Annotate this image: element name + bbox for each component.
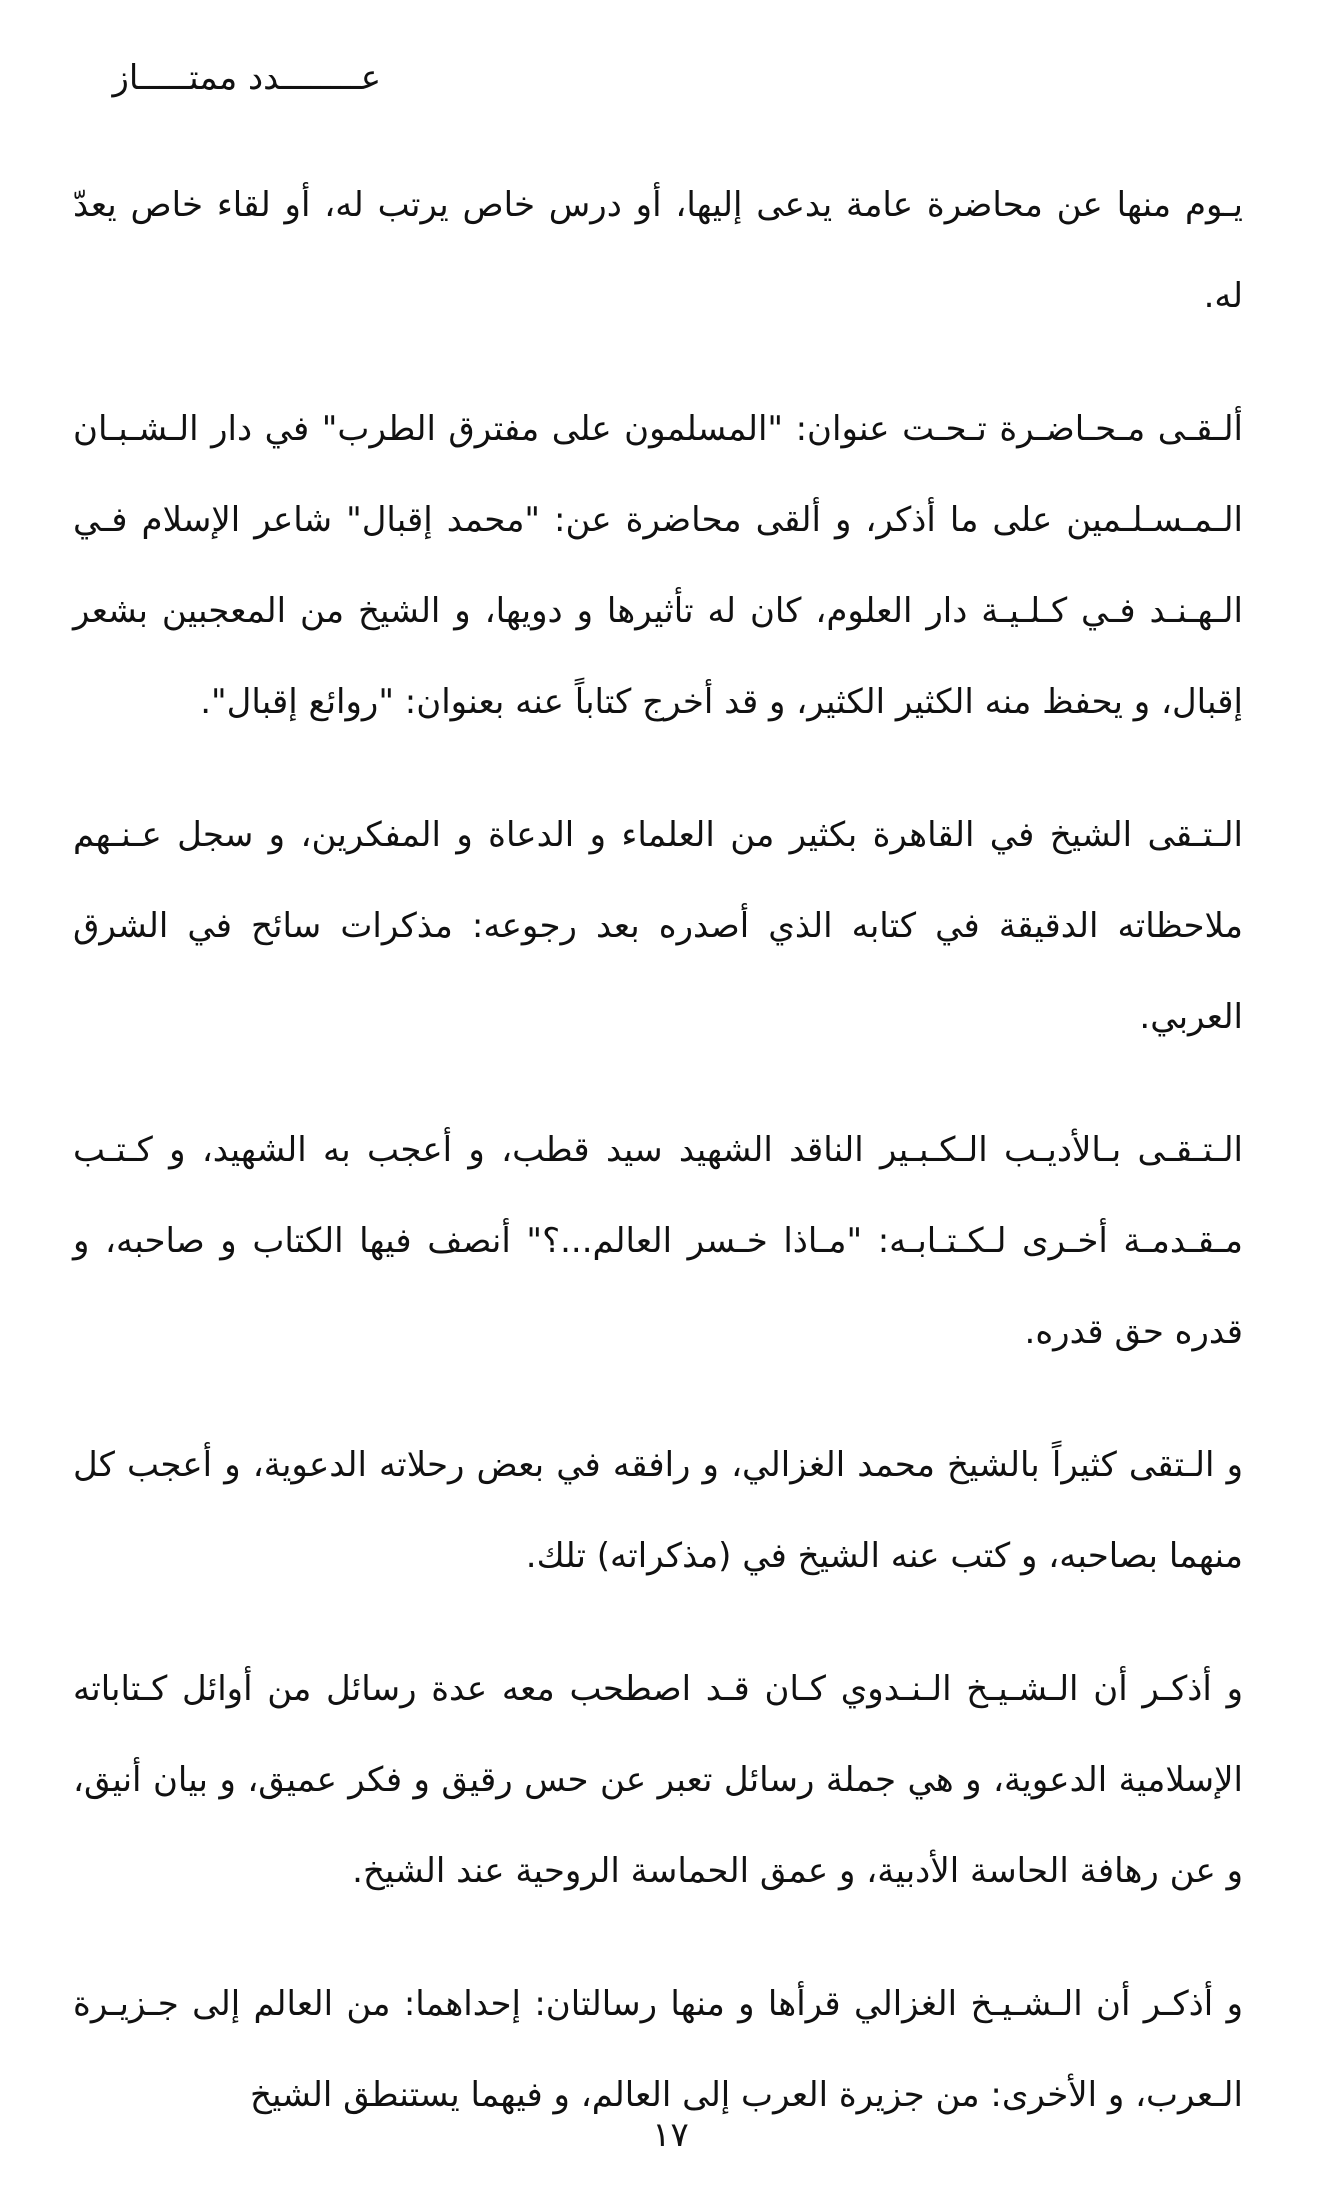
paragraph-1: يـوم منها عن محاضرة عامة يدعى إليها، أو درس خاص يرتب له، أو لقاء خاص يعدّ له.	[73, 185, 1243, 316]
paragraph-5: و الـتقى كثيراً بالشيخ محمد الغزالي، و رافقه في بعض رحلاته الدعوية، و أعجب كل منهما بصاحبه، و كتب عنه الشيخ في (مذكراته) تلك.	[73, 1445, 1243, 1576]
paragraph-2: ألـقـى مـحـاضـرة تـحـت عنوان: "المسلمون على مفترق الطرب" في دار الـشـبـان الـمـسـلـمين على ما أذكر، و ألقى محاضرة عن: "محمد إقبال" شاعر الإسلام فـي الـهـنـد فـي كـلـيـة دار العلوم، كان له تأثيرها و دويها، و الشيخ من المعجبين بشعر إقبال، و يحفظ منه الكثير الكثير، و قد أخرج كتاباً عنه بعنوان: "روائع إقبال".	[73, 409, 1243, 722]
paragraph-7: و أذكـر أن الـشـيـخ الغزالي قرأها و منها رسالتان: إحداهما: من العالم إلى جـزيـرة الـعرب، و الأخرى: من جزيرة العرب إلى العالم، و فيهما يستنطق الشيخ	[73, 1984, 1243, 2115]
paragraph-3: الـتـقى الشيخ في القاهرة بكثير من العلماء و الدعاة و المفكرين، و سجل عـنـهم ملاحظاته الدقيقة في كتابه الذي أصدره بعد رجوعه: مذكرات سائح في الشرق العربي.	[73, 815, 1243, 1037]
paragraph-4: الـتـقـى بـالأديـب الـكـبـير الناقد الشهيد سيد قطب، و أعجب به الشهيد، و كـتـب مـقـدمـة أخـرى لـكـتـابـه: "مـاذا خـسر العالم...؟" أنصف فيها الكتاب و صاحبه، و قدره حق قدره.	[73, 1130, 1243, 1352]
body-text	[73, 160, 1243, 2183]
running-header: عــــــــدد ممتـــــاز	[112, 58, 381, 98]
paragraph-6: و أذكـر أن الـشـيـخ الـنـدوي كـان قـد اصطحب معه عدة رسائل من أوائل كـتاباته الإسلامية الدعوية، و هي جملة رسائل تعبر عن حس رقيق و فكر عميق، و بيان أنيق، و عن رهافة الحاسة الأدبية، و عمق الحماسة الروحية عند الشيخ.	[73, 1669, 1243, 1891]
page-number: ١٧	[652, 2115, 689, 2155]
